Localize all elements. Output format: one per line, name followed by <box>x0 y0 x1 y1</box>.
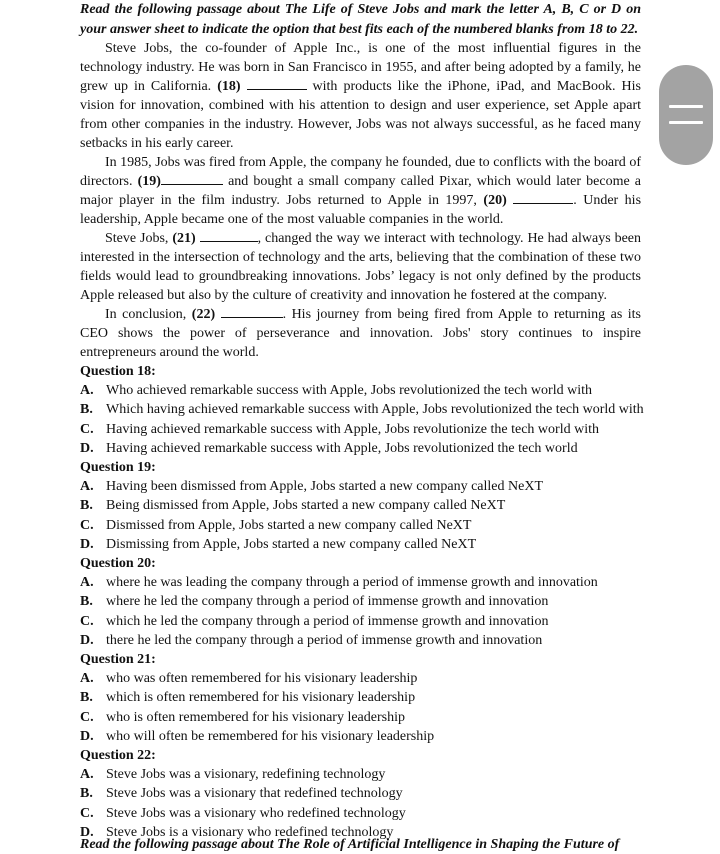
option-22-a[interactable] <box>80 765 641 784</box>
document-page <box>80 0 644 842</box>
questions-list <box>80 362 644 842</box>
blank-number-21: (21) <box>172 231 196 246</box>
instructions: Read the following passage about The Life of Steve Jobs and mark the letter A, B, C or D on your answer sheet to indicate the option that best fits each of the numbered blanks from 18 to 22. <box>80 2 641 37</box>
option-text: Steve Jobs is a visionary who redefined technology <box>106 824 394 840</box>
option-text: there he led the company through a period of immense growth and innovation <box>106 632 543 648</box>
option-letter: A. <box>80 479 94 495</box>
option-letter: B. <box>80 594 93 610</box>
passage-paragraph-4 <box>80 305 641 362</box>
passage-paragraph-2 <box>80 153 641 229</box>
option-text: Dismissed from Apple, Jobs started a new company called NeXT <box>106 517 472 533</box>
option-20-a[interactable] <box>80 573 641 592</box>
option-19-a[interactable] <box>80 477 641 496</box>
option-letter: C. <box>80 613 94 629</box>
option-letter: D. <box>80 632 94 648</box>
passage-text: . His journey from being fired from Apple to returning as its CEO shows the power of perseverance and innovation. Jobs' story continues to inspire entrepreneurs around the world. <box>80 307 642 360</box>
option-text: Which having achieved remarkable success with Apple, Jobs revolutionized the tech world with <box>106 402 644 418</box>
option-text: Steve Jobs was a visionary, redefining technology <box>106 767 386 783</box>
question-18 <box>80 362 644 458</box>
option-text: Having achieved remarkable success with Apple, Jobs revolutionized the tech world <box>106 440 578 456</box>
option-text: Dismissing from Apple, Jobs started a new company called NeXT <box>106 536 477 552</box>
option-letter: C. <box>80 421 94 437</box>
option-22-b[interactable] <box>80 784 641 803</box>
option-letter: B. <box>80 690 93 706</box>
passage-text: . Under his leadership, Apple became one of the most valuable companies in the world. <box>80 193 642 227</box>
blank-line-18 <box>247 77 307 90</box>
option-letter: C. <box>80 709 94 725</box>
option-text: Having achieved remarkable success with Apple, Jobs revolutionize the tech world with <box>106 421 599 437</box>
blank-number-20: (20) <box>483 193 507 208</box>
option-letter: B. <box>80 402 93 418</box>
question-title: Question 19: <box>80 460 156 476</box>
option-letter: C. <box>80 805 94 821</box>
option-21-b[interactable] <box>80 688 641 707</box>
option-text: where he was leading the company through a period of immense growth and innovation <box>106 575 598 591</box>
option-18-b[interactable] <box>80 400 644 419</box>
option-19-d[interactable] <box>80 535 641 554</box>
option-18-d[interactable] <box>80 439 641 458</box>
passage-paragraph-1 <box>80 39 641 153</box>
option-18-a[interactable] <box>80 381 641 400</box>
next-instructions-cutoff: Read the following passage about The Role of Artificial Intelligence in Shaping the Future of <box>80 837 620 852</box>
option-text: who was often remembered for his visionary leadership <box>106 671 418 687</box>
question-21 <box>80 650 641 746</box>
option-19-c[interactable] <box>80 516 641 535</box>
option-text: Steve Jobs was a visionary that redefined technology <box>106 786 403 802</box>
passage-text: , changed the way we interact with technology. He had always been interested in the intersection of technology and the arts, believing that the combination of these two fields would lead to groundbreaking innovations. Jobs’ legacy is not only defined by the products Apple released but also by the culture of creativity and innovation he fostered at the company. <box>80 231 642 303</box>
option-21-c[interactable] <box>80 708 641 727</box>
option-letter: D. <box>80 440 94 456</box>
option-letter: A. <box>80 383 94 399</box>
question-20 <box>80 554 641 650</box>
option-letter: A. <box>80 575 94 591</box>
passage-text: In conclusion, <box>105 307 187 322</box>
passage-text: with products like the iPhone, iPad, and MacBook. His vision for innovation, combined with his attention to design and user experience, set Apple apart from other companies in the industry. However, Jobs was not always successful, as he faced many setbacks in his early career. <box>80 79 642 151</box>
passage-text: In 1985, Jobs was fired from Apple, the company he founded, due to conflicts with the board of directors. <box>80 155 641 189</box>
question-title: Question 20: <box>80 556 156 572</box>
drag-handle-bar-top <box>669 105 703 108</box>
blank-line-21 <box>200 229 258 242</box>
blank-number-22: (22) <box>191 307 216 322</box>
blank-line-20 <box>513 191 573 204</box>
passage-text: and bought a small company called Pixar, which would later become a major player in the film industry. Jobs returned to Apple in 1997, <box>80 174 642 208</box>
blank-line-22 <box>221 305 283 318</box>
option-20-b[interactable] <box>80 592 641 611</box>
option-letter: D. <box>80 536 94 552</box>
option-text: which is often remembered for his visionary leadership <box>106 690 416 706</box>
option-22-c[interactable] <box>80 804 641 823</box>
option-21-d[interactable] <box>80 727 641 746</box>
option-text: Steve Jobs was a visionary who redefined technology <box>106 805 406 821</box>
blank-line-19 <box>161 172 223 185</box>
option-letter: D. <box>80 728 94 744</box>
scroll-handle[interactable] <box>659 65 713 165</box>
blank-number-18: (18) <box>217 79 241 94</box>
blank-number-19: (19) <box>137 174 161 189</box>
question-22 <box>80 746 641 842</box>
option-21-a[interactable] <box>80 669 641 688</box>
passage-paragraph-3 <box>80 229 641 305</box>
option-20-d[interactable] <box>80 631 641 650</box>
option-text: Being dismissed from Apple, Jobs started a new company called NeXT <box>106 498 506 514</box>
option-18-c[interactable] <box>80 420 641 439</box>
option-text: Who achieved remarkable success with Apple, Jobs revolutionized the tech world with <box>106 383 592 399</box>
option-text: Having been dismissed from Apple, Jobs started a new company called NeXT <box>106 479 544 495</box>
option-letter: B. <box>80 498 93 514</box>
option-text: who will often be remembered for his visionary leadership <box>106 728 435 744</box>
passage-text: Steve Jobs, the co-founder of Apple Inc., is one of the most influential figures in the technology industry. He was born in San Francisco in 1955, and after being adopted by a family, he grew up in California. <box>80 41 641 94</box>
drag-handle-bar-bottom <box>669 121 703 124</box>
question-title: Question 21: <box>80 652 156 668</box>
option-19-b[interactable] <box>80 496 641 515</box>
option-text: which he led the company through a period of immense growth and innovation <box>106 613 549 629</box>
option-letter: D. <box>80 824 94 840</box>
passage-text: Steve Jobs, <box>105 231 169 246</box>
option-letter: A. <box>80 671 94 687</box>
option-letter: C. <box>80 517 94 533</box>
question-title: Question 22: <box>80 748 156 764</box>
option-text: who is often remembered for his visionary leadership <box>106 709 405 725</box>
question-title: Question 18: <box>80 364 156 379</box>
option-letter: B. <box>80 786 93 802</box>
option-text: where he led the company through a period of immense growth and innovation <box>106 594 549 610</box>
option-letter: A. <box>80 767 94 783</box>
question-19 <box>80 458 641 554</box>
option-20-c[interactable] <box>80 612 641 631</box>
